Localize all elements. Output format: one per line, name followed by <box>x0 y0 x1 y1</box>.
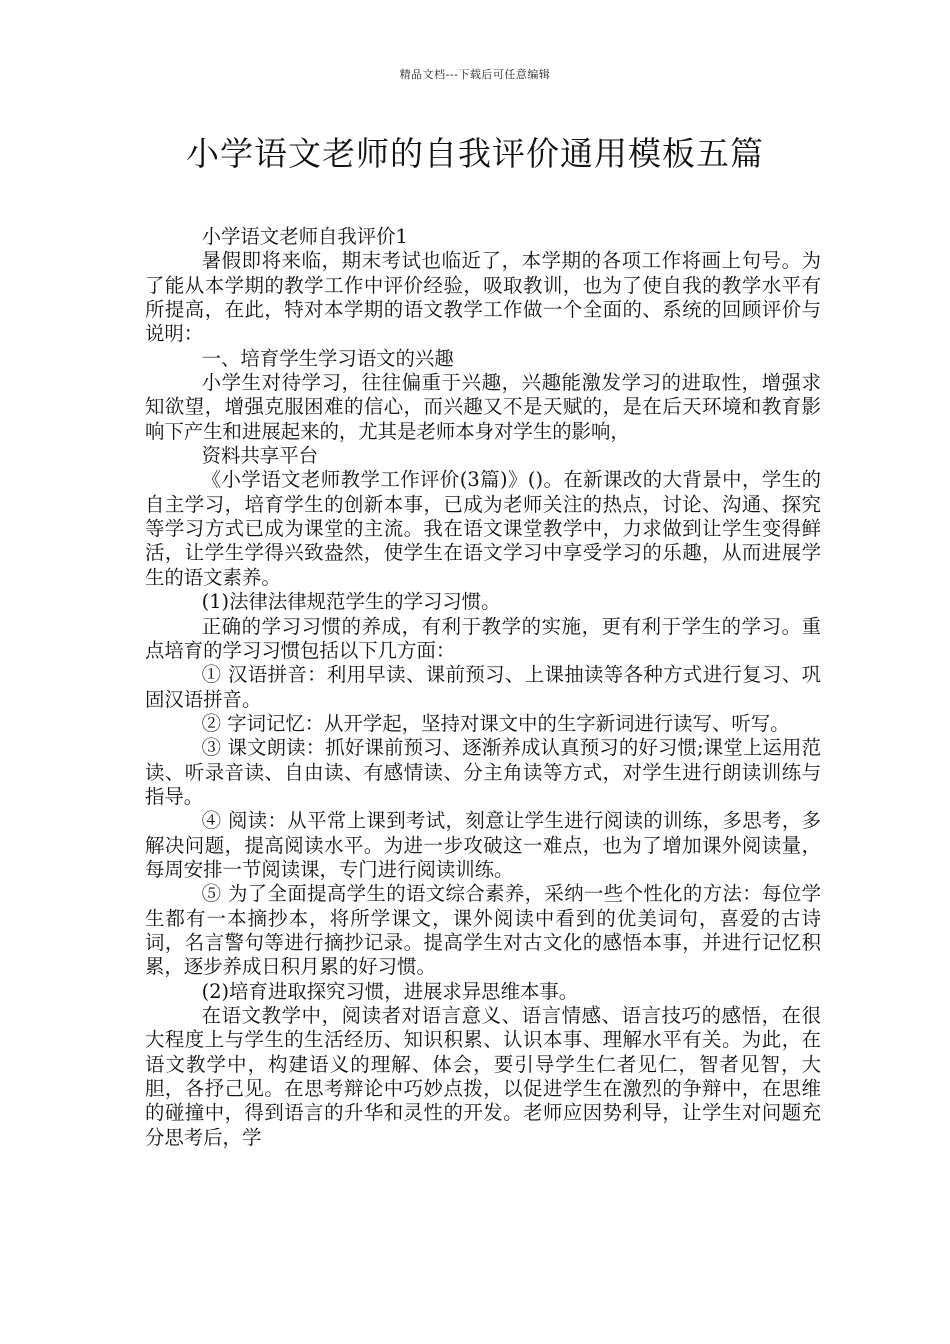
paragraph: 小学生对待学习，往往偏重于兴趣，兴趣能激发学习的进取性，增强求知欲望，增强克服困难的信心，而兴趣又不是天赋的，是在后天环境和教育影响下产生和进展起来的，尤其是老师本身对学生的影响， <box>145 371 821 443</box>
header-note: 精品文档---下载后可任意编辑 <box>399 68 551 81</box>
paragraph: 《小学语文老师教学工作评价(3篇)》()。在新课改的大背景中，学生的自主学习，培育学生的创新本事，已成为老师关注的热点，讨论、沟通、探究等学习方式已成为课堂的主流。我在语文课堂教学中，力求做到让学生变得鲜活，让学生学得兴致盎然，使学生在语文学习中享受学习的乐趣，从而进展学生的语文素养。 <box>145 468 821 589</box>
document-body <box>145 225 821 1150</box>
paragraph: (1)法律法律规范学生的学习习惯。 <box>201 590 501 614</box>
list-item: ③ 课文朗读：抓好课前预习、逐渐养成认真预习的好习惯;课堂上运用范读、听录音读、自由读、有感情读、分主角读等方式，对学生进行朗读训练与指导。 <box>145 736 821 808</box>
document-title: 小学语文老师的自我评价通用模板五篇 <box>186 134 764 173</box>
paragraph: 资料共享平台 <box>201 444 318 468</box>
section-heading: 小学语文老师自我评价1 <box>201 225 408 248</box>
paragraph: 正确的学习习惯的养成，有利于教学的实施，更有利于学生的学习。重点培育的学习习惯包括以下几方面： <box>145 614 821 662</box>
list-item: ④ 阅读：从平常上课到考试，刻意让学生进行阅读的训练，多思考，多解决问题，提高阅读水平。为进一步攻破这一难点，也为了增加课外阅读量，每周安排一节阅读课，专门进行阅读训练。 <box>145 809 821 881</box>
paragraph: 在语文教学中，阅读者对语言意义、语言情感、语言技巧的感悟，在很大程度上与学生的生活经历、知识积累、认识本事、理解水平有关。为此，在语文教学中，构建语义的理解、体会，要引导学生仁者见仁，智者见智，大胆，各抒己见。在思考辩论中巧妙点拨，以促进学生在激烈的争辩中，在思维的碰撞中，得到语言的升华和灵性的开发。老师应因势利导，让学生对问题充分思考后，学 <box>145 1004 821 1149</box>
paragraph: 暑假即将来临，期末考试也临近了，本学期的各项工作将画上句号。为了能从本学期的教学工作中评价经验，吸取教训，也为了使自我的教学水平有所提高，在此，特对本学期的语文教学工作做一个全面的、系统的回顾评价与说明： <box>145 249 821 346</box>
list-item: ① 汉语拼音：利用早读、课前预习、上课抽读等各种方式进行复习、巩固汉语拼音。 <box>145 663 821 711</box>
section-heading: 一、培育学生学习语文的兴趣 <box>201 346 454 370</box>
paragraph: (2)培育进取探究习惯，进展求异思维本事。 <box>201 979 579 1003</box>
list-item: ② 字词记忆：从开学起，坚持对课文中的生字新词进行读写、听写。 <box>201 711 790 735</box>
list-item: ⑤ 为了全面提高学生的语文综合素养，采纳一些个性化的方法：每位学生都有一本摘抄本，将所学课文，课外阅读中看到的优美词句，喜爱的古诗词，名言警句等进行摘抄记录。提高学生对古文化的感悟本事，并进行记忆积累，逐步养成日积月累的好习惯。 <box>145 882 821 979</box>
